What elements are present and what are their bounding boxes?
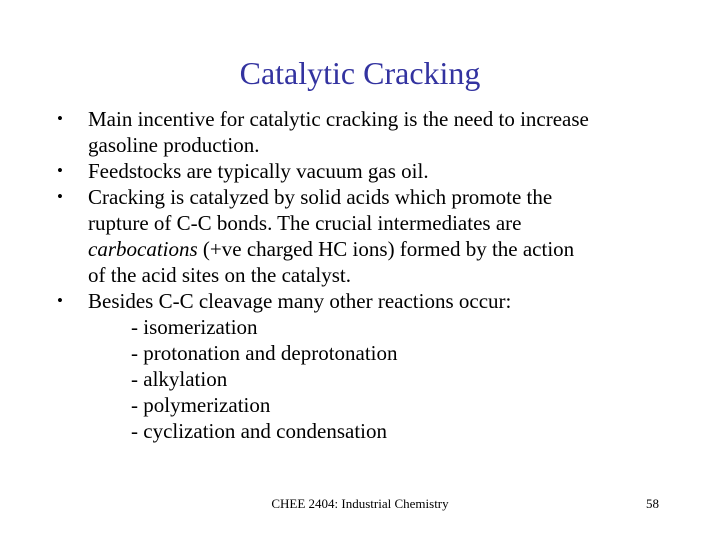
sub-item-alkylation: - alkylation bbox=[131, 367, 228, 391]
reaction-sub-list bbox=[88, 314, 697, 444]
bullet-list bbox=[57, 106, 697, 444]
bullet-line: gasoline production. bbox=[88, 133, 260, 157]
bullet-item-reactions bbox=[57, 288, 697, 444]
bullet-line: rupture of C-C bonds. The crucial intermediates are bbox=[88, 211, 522, 235]
sub-item-isomerization: - isomerization bbox=[131, 315, 258, 339]
bullet-item-incentive bbox=[57, 106, 697, 158]
slide-title: Catalytic Cracking bbox=[239, 55, 481, 91]
bullet-line: of the acid sites on the catalyst. bbox=[88, 263, 352, 287]
footer-course: CHEE 2404: Industrial Chemistry bbox=[271, 496, 449, 511]
bullet-line: Main incentive for catalytic cracking is the need to increase bbox=[88, 107, 589, 131]
bullet-line-carbocations bbox=[88, 236, 697, 262]
bullet-line: Feedstocks are typically vacuum gas oil. bbox=[88, 159, 429, 183]
bullet-icon: • bbox=[57, 187, 63, 206]
bullet-line: Besides C-C cleavage many other reactions occur: bbox=[88, 289, 512, 313]
sub-item-protonation: - protonation and deprotonation bbox=[131, 341, 398, 365]
bullet-icon: • bbox=[57, 161, 63, 180]
bullet-icon: • bbox=[57, 109, 63, 128]
bullet-item-cracking bbox=[57, 184, 697, 288]
bullet-item-feedstocks bbox=[57, 158, 697, 184]
bullet-icon: • bbox=[57, 291, 63, 310]
italic-term: carbocations bbox=[88, 237, 198, 261]
sub-item-cyclization: - cyclization and condensation bbox=[131, 419, 387, 443]
page-number: 58 bbox=[646, 496, 659, 511]
sub-item-polymerization: - polymerization bbox=[131, 393, 271, 417]
bullet-line: Cracking is catalyzed by solid acids which promote the bbox=[88, 185, 553, 209]
bullet-line-rest: (+ve charged HC ions) formed by the action bbox=[197, 237, 575, 261]
